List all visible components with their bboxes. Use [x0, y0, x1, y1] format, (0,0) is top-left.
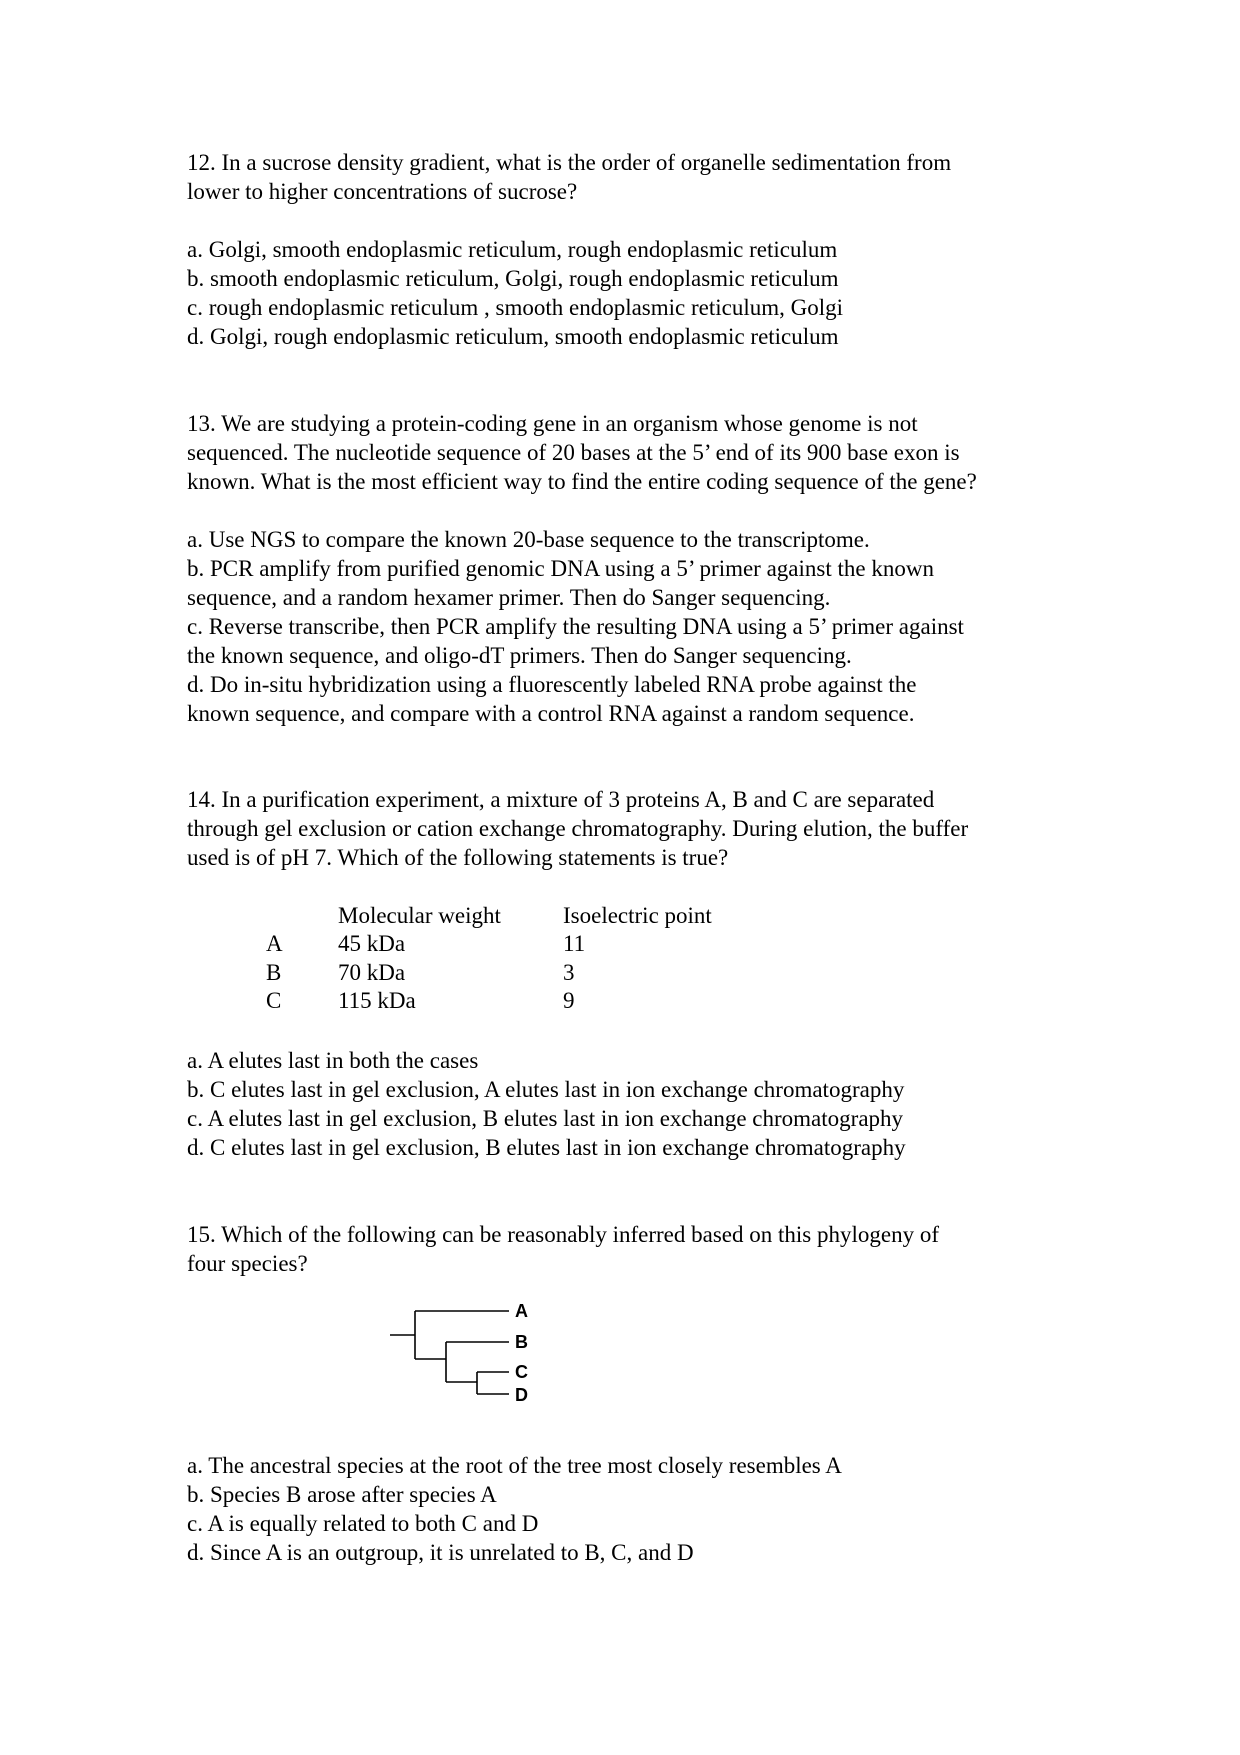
question-14 [187, 785, 968, 872]
option-c: c. A elutes last in gel exclusion, B elutes last in ion exchange chromatography [187, 1106, 904, 1131]
header-isoelectric-point: Isoelectric point [563, 903, 712, 928]
header-molecular-weight: Molecular weight [338, 903, 501, 928]
question-14-options [187, 1046, 906, 1162]
tree-label-c: C [515, 1362, 528, 1382]
option-b: b. PCR amplify from purified genomic DNA using a 5’ primer against the known [187, 556, 934, 581]
option-d-cont: known sequence, and compare with a control RNA against a random sequence. [187, 701, 915, 726]
question-text-line: four species? [187, 1251, 308, 1276]
option-b: b. smooth endoplasmic reticulum, Golgi, rough endoplasmic reticulum [187, 266, 839, 291]
row-b-mw: 70 kDa [338, 960, 406, 985]
question-text-line: known. What is the most efficient way to find the entire coding sequence of the gene? [187, 469, 977, 494]
row-a-pi: 11 [563, 931, 586, 956]
option-c: c. A is equally related to both C and D [187, 1511, 539, 1536]
question-text-line: 15. Which of the following can be reasonably inferred based on this phylogeny of [187, 1222, 939, 1247]
question-text-line: sequenced. The nucleotide sequence of 20 bases at the 5’ end of its 900 base exon is [187, 440, 960, 465]
question-text-line: lower to higher concentrations of sucrose? [187, 179, 578, 204]
row-a-mw: 45 kDa [338, 931, 406, 956]
question-text-line: through gel exclusion or cation exchange chromatography. During elution, the buffer [187, 816, 969, 841]
question-text-line: 14. In a purification experiment, a mixture of 3 proteins A, B and C are separated [187, 787, 935, 812]
row-b-name: B [266, 960, 282, 985]
question-text-line: used is of pH 7. Which of the following statements is true? [187, 845, 729, 870]
option-c: c. rough endoplasmic reticulum , smooth endoplasmic reticulum, Golgi [187, 295, 844, 320]
row-c-name: C [266, 988, 282, 1013]
option-c: c. Reverse transcribe, then PCR amplify the resulting DNA using a 5’ primer against [187, 614, 964, 639]
tree-label-b: B [515, 1332, 528, 1352]
option-a: a. A elutes last in both the cases [187, 1048, 479, 1073]
row-c-pi: 9 [563, 988, 575, 1013]
option-b-cont: sequence, and a random hexamer primer. Then do Sanger sequencing. [187, 585, 831, 610]
option-a: a. The ancestral species at the root of the tree most closely resembles A [187, 1453, 842, 1478]
option-d: d. Do in-situ hybridization using a fluorescently labeled RNA probe against the [187, 672, 917, 697]
row-a-name: A [266, 931, 283, 956]
question-15-options [187, 1451, 842, 1567]
tree-label-d: D [515, 1385, 528, 1405]
question-text-line: 13. We are studying a protein-coding gene in an organism whose genome is not [187, 411, 918, 436]
option-c-cont: the known sequence, and oligo-dT primers. Then do Sanger sequencing. [187, 643, 852, 668]
option-b: b. C elutes last in gel exclusion, A elutes last in ion exchange chromatography [187, 1077, 905, 1102]
option-b: b. Species B arose after species A [187, 1482, 497, 1507]
option-d: d. C elutes last in gel exclusion, B elutes last in ion exchange chromatography [187, 1135, 906, 1160]
tree-label-a: A [515, 1301, 528, 1321]
option-d: d. Since A is an outgroup, it is unrelated to B, C, and D [187, 1540, 694, 1565]
row-c-mw: 115 kDa [338, 988, 416, 1013]
phylogeny-tree [385, 1295, 565, 1425]
option-a: a. Golgi, smooth endoplasmic reticulum, rough endoplasmic reticulum [187, 237, 838, 262]
question-text-line: 12. In a sucrose density gradient, what is the order of organelle sedimentation from [187, 150, 952, 175]
question-13-options [187, 525, 964, 728]
question-13 [187, 409, 977, 496]
option-d: d. Golgi, rough endoplasmic reticulum, smooth endoplasmic reticulum [187, 324, 839, 349]
option-a: a. Use NGS to compare the known 20-base sequence to the transcriptome. [187, 527, 870, 552]
question-15 [187, 1220, 939, 1278]
question-12-options [187, 235, 843, 351]
protein-table [187, 901, 887, 1021]
row-b-pi: 3 [563, 960, 575, 985]
question-12 [187, 148, 951, 206]
